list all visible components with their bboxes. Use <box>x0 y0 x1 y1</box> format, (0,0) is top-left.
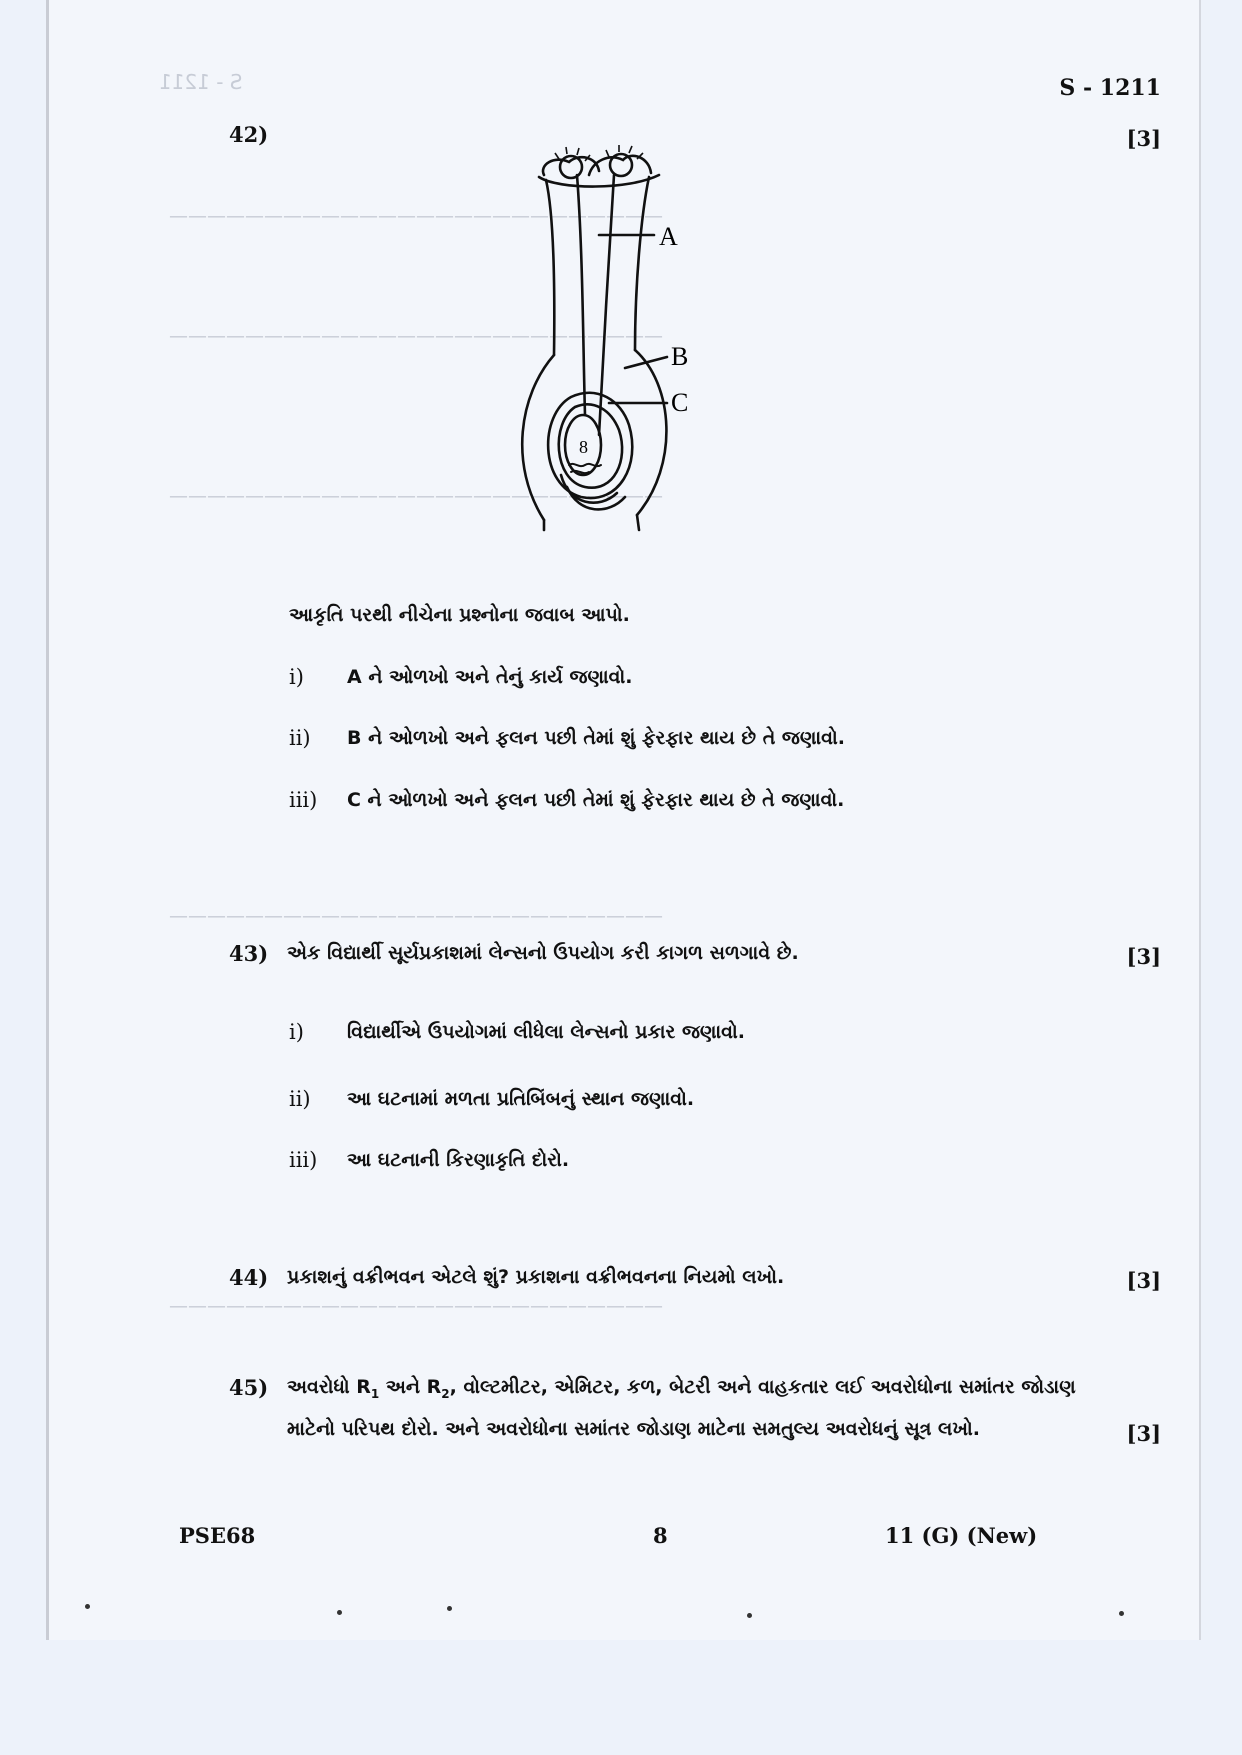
show-through: —————————————————————————— <box>169 905 663 927</box>
paper-code: S - 1211 <box>1059 75 1161 101</box>
question-text-line-2: માટેનો પરિપથ દોરો. અને અવરોધોના સમાંતર જોડાણ માટેના સમતુલ્ય અવરોધનું સૂત્ર લખો. <box>287 1418 980 1440</box>
scan-dot <box>447 1606 452 1611</box>
sub-question: આ ઘટનામાં મળતા પ્રતિબિંબનું સ્થાન જણાવો. <box>347 1088 695 1110</box>
footer-set: 11 (G) (New) <box>885 1523 1038 1548</box>
sub-number: i) <box>289 665 304 689</box>
show-through: —————————————————————————— <box>169 1295 663 1317</box>
pistil-diagram <box>499 135 819 545</box>
sub-question: આ ઘટનાની કિરણાકૃતિ દોરો. <box>347 1149 570 1171</box>
diagram-label-b: B <box>671 342 689 371</box>
show-through: S - 1211 <box>159 70 243 94</box>
question-marks: [3] <box>1126 944 1161 969</box>
sub-question: B ને ઓળખો અને ફલન પછી તેમાં શું ફેરફાર થાય છે તે જણાવો. <box>347 727 845 749</box>
sub-question: વિદ્યાર્થીએ ઉપયોગમાં લીધેલા લેન્સનો પ્રકાર જણાવો. <box>347 1021 745 1043</box>
sub-number: ii) <box>289 726 311 750</box>
scan-dot <box>1119 1611 1124 1616</box>
question-marks: [3] <box>1126 126 1161 151</box>
subscript: 1 <box>370 1386 380 1401</box>
footer-code: PSE68 <box>179 1523 256 1548</box>
question-text-line-1 <box>287 1376 1076 1401</box>
question-marks: [3] <box>1126 1421 1161 1446</box>
show-through: —————————————————————————— <box>169 485 663 507</box>
sub-question: C ને ઓળખો અને ફલન પછી તેમાં શું ફેરફાર થાય છે તે જણાવો. <box>347 789 845 811</box>
text-fragment: , વોલ્ટમીટર, એમિટર, કળ, બેટરી અને વાહકતાર લઈ અવરોધોના સમાંતર જોડાણ <box>449 1376 1076 1398</box>
scan-dot <box>85 1604 90 1609</box>
sub-number: iii) <box>289 788 318 812</box>
question-number: 42) <box>229 122 269 147</box>
scan-dot <box>337 1610 342 1615</box>
diagram-label-c: C <box>671 388 689 417</box>
show-through: —————————————————————————— <box>169 205 663 227</box>
ovule-mark: 8 <box>579 437 588 457</box>
diagram-label-a: A <box>659 222 678 251</box>
sub-question: A ને ઓળખો અને તેનું કાર્ય જણાવો. <box>347 666 633 688</box>
question-prompt: આકૃતિ પરથી નીચેના પ્રશ્નોના જવાબ આપો. <box>289 604 630 626</box>
scan-dot <box>747 1613 752 1618</box>
question-number: 43) <box>229 941 269 966</box>
sub-number: i) <box>289 1020 304 1044</box>
question-number: 45) <box>229 1375 269 1400</box>
sub-number: iii) <box>289 1148 318 1172</box>
text-fragment: અવરોધો R <box>287 1376 371 1398</box>
sub-number: ii) <box>289 1087 311 1111</box>
show-through: —————————————————————————— <box>169 325 663 347</box>
question-text: એક વિદ્યાર્થી સૂર્યપ્રકાશમાં લેન્સનો ઉપયોગ કરી કાગળ સળગાવે છે. <box>287 942 799 964</box>
exam-page <box>46 0 1201 1640</box>
question-marks: [3] <box>1126 1268 1161 1293</box>
page-number: 8 <box>653 1523 668 1548</box>
question-text: પ્રકાશનું વક્રીભવન એટલે શું? પ્રકાશના વક્રીભવનના નિયમો લખો. <box>287 1266 785 1288</box>
question-number: 44) <box>229 1265 269 1290</box>
subscript: 2 <box>441 1386 450 1401</box>
text-fragment: અને R <box>379 1376 442 1398</box>
